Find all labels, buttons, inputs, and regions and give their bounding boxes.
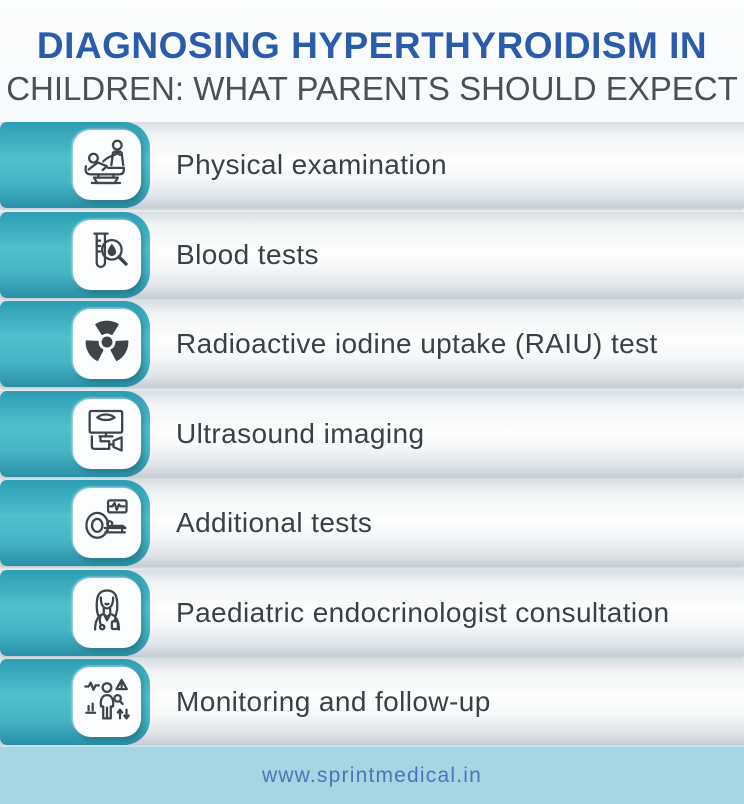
doctor-icon — [81, 584, 133, 641]
list-item-physical-examination — [0, 122, 744, 208]
list-item-monitoring-follow-up — [0, 659, 744, 745]
list-item-label: Monitoring and follow-up — [176, 686, 491, 717]
steps-list — [0, 122, 744, 745]
radiation-icon — [81, 316, 133, 373]
list-item-label: Radioactive iodine uptake (RAIU) test — [176, 328, 658, 359]
page-title: DIAGNOSING HYPERTHYROIDISM IN — [36, 25, 708, 66]
list-item-label: Physical examination — [176, 149, 448, 180]
list-item-endocrinologist-consultation — [0, 570, 744, 656]
footer-band — [0, 745, 744, 804]
list-item-label: Blood tests — [176, 238, 319, 270]
monitoring-icon — [81, 674, 133, 731]
list-item-blood-tests — [0, 212, 744, 298]
icon-badge — [73, 399, 141, 469]
list-item-label: Additional tests — [176, 507, 373, 538]
list-item-label: Paediatric endocrinologist consultation — [176, 596, 670, 628]
mri-scanner-icon — [81, 495, 133, 552]
ultrasound-icon — [81, 405, 133, 462]
list-item-label: Ultrasound imaging — [176, 417, 425, 449]
website-link[interactable]: www.sprintmedical.in — [261, 763, 483, 787]
header — [0, 0, 744, 108]
list-item-additional-tests — [0, 480, 744, 566]
icon-badge — [73, 309, 141, 379]
page-subtitle: CHILDREN: WHAT PARENTS SHOULD EXPECT — [6, 69, 738, 107]
icon-badge — [73, 220, 141, 290]
list-item-ultrasound — [0, 391, 744, 477]
icon-badge — [73, 578, 141, 648]
icon-badge — [73, 488, 141, 558]
exam-chair-icon — [81, 137, 133, 194]
blood-test-icon — [81, 226, 133, 283]
list-item-raiu-test — [0, 301, 744, 387]
icon-badge — [73, 667, 141, 737]
icon-badge — [73, 130, 141, 200]
